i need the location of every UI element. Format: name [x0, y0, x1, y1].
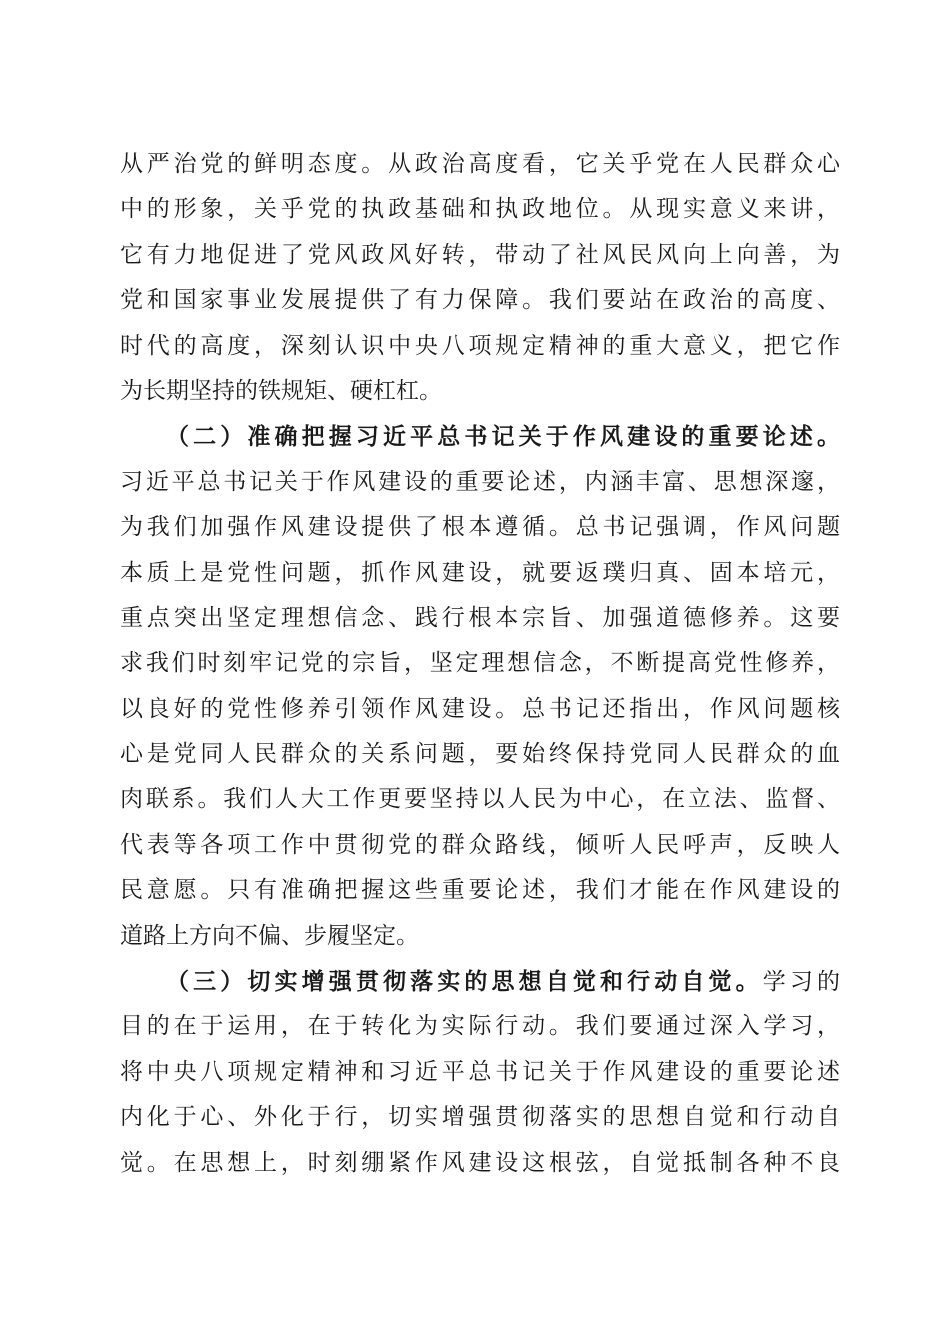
document-body — [120, 142, 840, 1186]
section-heading-line-3 — [120, 959, 840, 1004]
text-line: 民意愿。只有准确把握这些重要论述，我们才能在作风建设的 — [120, 877, 840, 904]
section-heading-3: （三）切实增强贯彻落实的思想自觉和行动自觉。 — [166, 968, 763, 996]
text-line: 内化于心、外化于行，切实增强贯彻落实的思想自觉和行动自 — [120, 1104, 840, 1131]
text-line: 中的形象，关乎党的执政基础和执政地位。从现实意义来讲， — [120, 196, 840, 223]
text-line: 代表等各项工作中贯彻党的群众路线，倾听人民呼声，反映人 — [120, 831, 840, 858]
text-line: 心是党同人民群众的关系问题，要始终保持党同人民群众的血 — [120, 741, 840, 768]
text-line: 它有力地促进了党风政风好转，带动了社风民风向上向善，为 — [120, 241, 840, 268]
text-line: 时代的高度，深刻认识中央八项规定精神的重大意义，把它作 — [120, 332, 840, 359]
text-line: 党和国家事业发展提供了有力保障。我们要站在政治的高度、 — [120, 287, 840, 314]
text-line: 为我们加强作风建设提供了根本遵循。总书记强调，作风问题 — [120, 514, 840, 541]
text-line: 本质上是党性问题，抓作风建设，就要返璞归真、固本培元， — [120, 559, 840, 586]
text-line: 觉。在思想上，时刻绷紧作风建设这根弦，自觉抵制各种不良 — [120, 1149, 840, 1176]
text-line: 将中央八项规定精神和习近平总书记关于作风建设的重要论述 — [120, 1058, 840, 1085]
section-heading-2: （二）准确把握习近平总书记关于作风建设的重要论述。 — [166, 423, 840, 451]
text-line: 目的在于运用，在于转化为实际行动。我们要通过深入学习， — [120, 1013, 840, 1040]
text-line: 习近平总书记关于作风建设的重要论述，内涵丰富、思想深邃， — [120, 468, 840, 495]
text-line: 以良好的党性修养引领作风建设。总书记还指出，作风问题核 — [120, 695, 840, 722]
text-line: 重点突出坚定理想信念、践行根本宗旨、加强道德修养。这要 — [120, 604, 840, 631]
text-line: 求我们时刻牢记党的宗旨，坚定理想信念，不断提高党性修养， — [120, 650, 840, 677]
text-line: 为长期坚持的铁规矩、硬杠杠。 — [120, 377, 442, 404]
text-line: 从严治党的鲜明态度。从政治高度看，它关乎党在人民群众心 — [120, 151, 840, 177]
text-line: 肉联系。我们人大工作更要坚持以人民为中心，在立法、监督、 — [120, 786, 840, 813]
text-line: 道路上方向不偏、步履坚定。 — [120, 922, 419, 949]
text-run: 学习的 — [762, 969, 840, 996]
